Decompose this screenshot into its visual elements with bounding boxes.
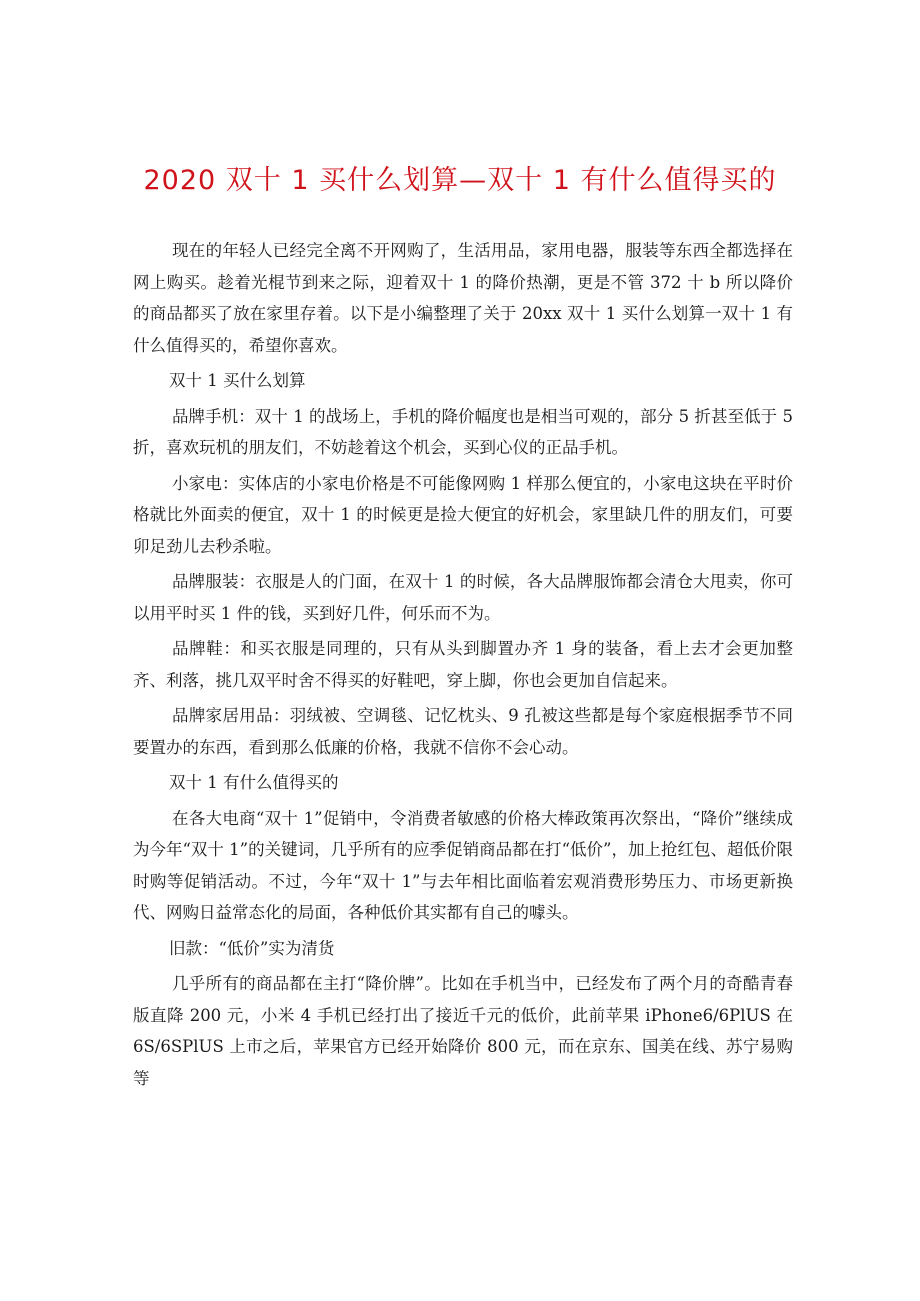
- paragraph: 在各大电商“双十 1”促销中，令消费者敏感的价格大棒政策再次祭出，“降价”继续成为今年“双十 1”的关键词，几乎所有的应季促销商品都在打“低价”，加上抢红包、超低价限时购等促销活动。不过，今年“双十 1”与去年相比面临着宏观消费形势压力、市场更新换代、网购日益常态化的局面，各种低价其实都有自己的噱头。: [133, 808, 793, 922]
- paragraph: 品牌手机：双十 1 的战场上，手机的降价幅度也是相当可观的，部分 5 折甚至低于 5 折，喜欢玩机的朋友们，不妨趁着这个机会，买到心仪的正品手机。: [133, 406, 793, 457]
- section-heading: 旧款：“低价”实为清货: [169, 938, 335, 958]
- section-heading: 双十 1 有什么值得买的: [169, 773, 339, 792]
- paragraph: 小家电：实体店的小家电价格是不可能像网购 1 样那么便宜的，小家电这块在平时价格就比外面卖的便宜，双十 1 的时候更是捡大便宜的好机会，家里缺几件的朋友们，可要卯足劲儿去秒杀啦。: [133, 473, 793, 556]
- paragraph: 品牌家居用品：羽绒被、空调毯、记忆枕头、9 孔被这些都是每个家庭根据季节不同要置办的东西，看到那么低廉的价格，我就不信你不会心动。: [133, 706, 793, 757]
- paragraph: 品牌服装：衣服是人的门面，在双十 1 的时候，各大品牌服饰都会清仓大甩卖，你可以用平时买 1 件的钱，买到好几件，何乐而不为。: [133, 572, 793, 623]
- paragraph: 几乎所有的商品都在主打“降价牌”。比如在手机当中，已经发布了两个月的奇酷青春版直降 200 元，小米 4 手机已经打出了接近千元的低价，此前苹果 iPhone6/6PlUS 在 6S/6SPlUS 上市之后，苹果官方已经开始降价 800 元，而在京东、国美在线、苏宁易购等: [133, 974, 793, 1088]
- section-heading: 双十 1 买什么划算: [169, 371, 306, 390]
- document-title: 2020 双十 1 买什么划算—双十 1 有什么值得买的: [143, 165, 777, 196]
- paragraph: 品牌鞋：和买衣服是同理的，只有从头到脚置办齐 1 身的装备，看上去才会更加整齐、利落，挑几双平时舍不得买的好鞋吧，穿上脚，你也会更加自信起来。: [133, 639, 793, 690]
- paragraph: 现在的年轻人已经完全离不开网购了，生活用品，家用电器，服装等东西全都选择在网上购买。趁着光棍节到来之际，迎着双十 1 的降价热潮，更是不管 372 十 b 所以降价的商品都买了放在家里存着。以下是小编整理了关于 20xx 双十 1 买什么划算一双十 1 有什么值得买的，希望你喜欢。: [133, 241, 793, 355]
- document-body: [133, 235, 793, 1098]
